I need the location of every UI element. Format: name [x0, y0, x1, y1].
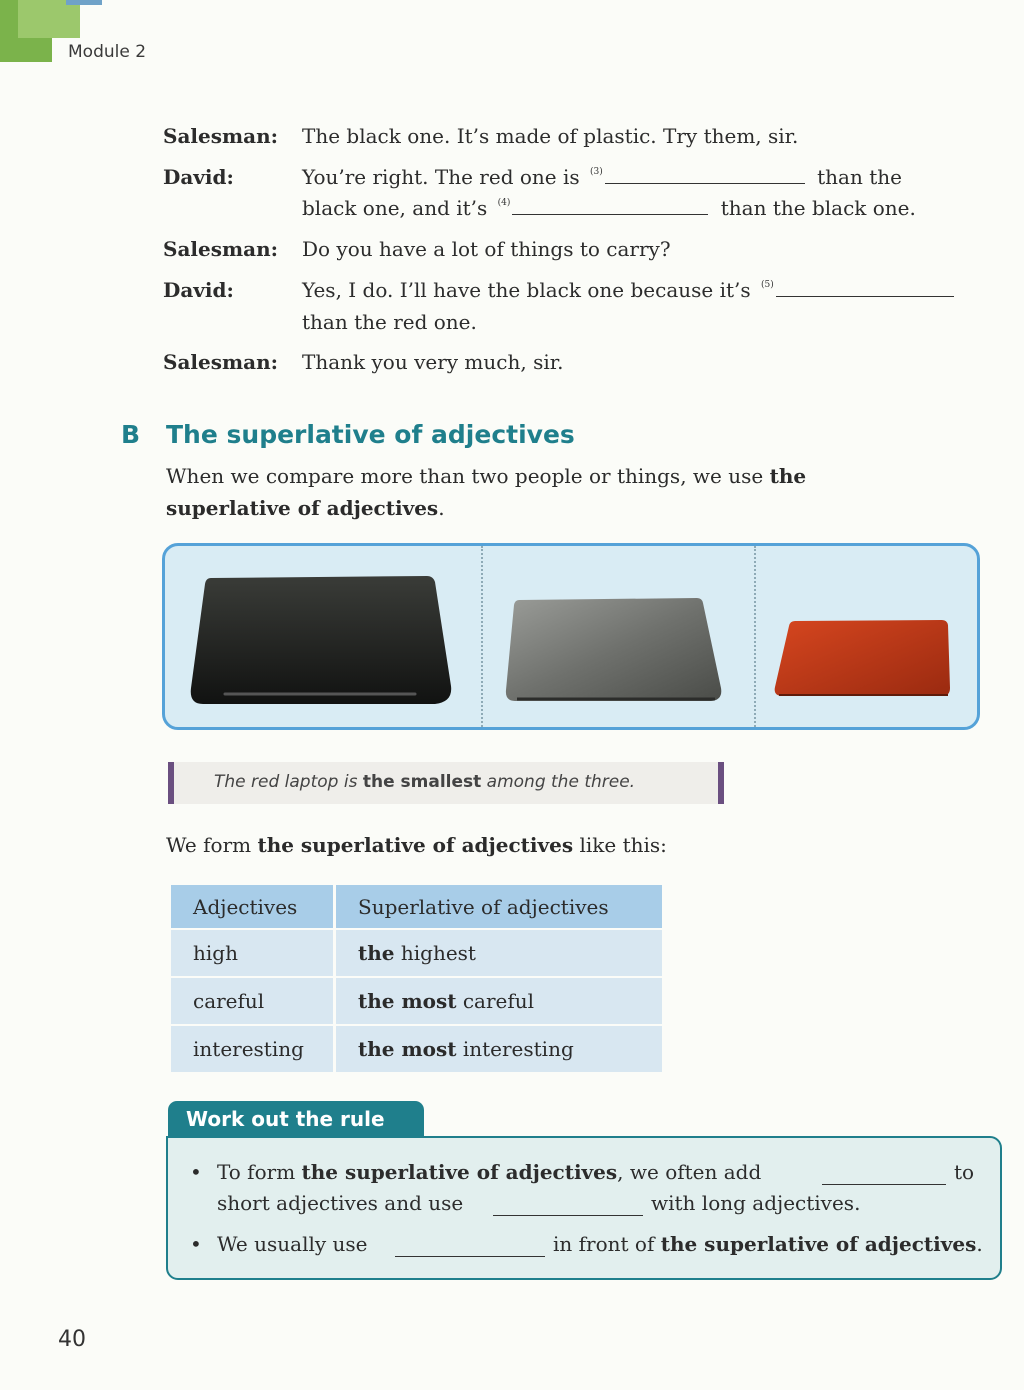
- dialogue-line: [302, 196, 916, 220]
- rule-box: [166, 1136, 1002, 1280]
- superlative-cell: [336, 930, 662, 976]
- rule-text: We usually use: [217, 1232, 368, 1256]
- answer-blank-4[interactable]: [512, 196, 708, 215]
- table-header-row: [171, 885, 662, 928]
- page-number: 40: [58, 1327, 86, 1352]
- table-row: [171, 930, 662, 976]
- module-label: Module 2: [68, 42, 147, 62]
- blank-number: (3): [590, 167, 603, 177]
- form-bold: the superlative of adjectives: [257, 833, 574, 857]
- table-row: [171, 978, 662, 1024]
- laptop-photo-panel: [162, 543, 980, 730]
- section-title: The superlative of adjectives: [166, 420, 575, 449]
- dialogue-line: [302, 165, 902, 189]
- laptops-image: [165, 546, 977, 727]
- table-row: [171, 1026, 662, 1072]
- form-text: We form: [166, 833, 252, 857]
- intro-bold: the superlative of adjectives: [166, 464, 807, 520]
- superlative-bold: the most: [358, 1037, 457, 1061]
- rule-tab: [168, 1101, 424, 1139]
- example-bold: the smallest: [362, 772, 482, 792]
- speaker: David:: [163, 278, 234, 302]
- bullet-dot: •: [190, 1232, 202, 1256]
- rule-title: Work out the rule: [186, 1107, 385, 1131]
- rule-blank-3[interactable]: [395, 1238, 545, 1257]
- superlative-bold: the most: [358, 989, 457, 1013]
- rule-bold: the superlative of adjectives: [660, 1232, 977, 1256]
- example-sentence: [214, 772, 635, 792]
- corner-decoration-blue: [66, 0, 102, 5]
- dialogue-line: [302, 278, 954, 302]
- column-header: Superlative of adjectives: [336, 885, 662, 928]
- rule-text: , we often add: [617, 1160, 762, 1184]
- answer-blank-3[interactable]: [605, 165, 805, 184]
- rule-text: to: [954, 1160, 975, 1184]
- column-header: Adjectives: [171, 885, 333, 928]
- superlative-rest: careful: [462, 989, 535, 1013]
- intro-text: When we compare more than two people or things, we use: [166, 464, 764, 488]
- line-text: than the black one.: [720, 196, 916, 220]
- speaker: Salesman:: [163, 237, 279, 261]
- dialogue-line: Thank you very much, sir.: [302, 350, 564, 374]
- adjective-cell: careful: [171, 978, 333, 1024]
- line-text: Yes, I do. I’ll have the black one because it’s: [302, 278, 751, 302]
- line-text: black one, and it’s: [302, 196, 488, 220]
- form-instruction: [166, 833, 667, 857]
- bullet-dot: •: [190, 1160, 202, 1184]
- superlative-cell: [336, 978, 662, 1024]
- superlative-table: [168, 883, 665, 1074]
- rule-text: .: [976, 1232, 983, 1256]
- superlative-rest: interesting: [462, 1037, 574, 1061]
- section-intro: [166, 460, 906, 524]
- line-text: than the: [817, 165, 902, 189]
- rule-line: [553, 1232, 983, 1256]
- speaker: Salesman:: [163, 350, 279, 374]
- form-text: like this:: [579, 833, 667, 857]
- section-letter: B: [121, 420, 141, 449]
- rule-blank-2[interactable]: [493, 1197, 643, 1216]
- blank-number: (4): [497, 198, 511, 208]
- rule-text: with long adjectives.: [651, 1191, 861, 1215]
- speaker: Salesman:: [163, 124, 279, 148]
- adjective-cell: high: [171, 930, 333, 976]
- intro-end: .: [438, 496, 445, 520]
- blank-number: (5): [761, 280, 774, 290]
- dialogue-line: than the red one.: [302, 310, 477, 334]
- rule-blank-1[interactable]: [822, 1166, 946, 1185]
- superlative-bold: the: [358, 941, 395, 965]
- rule-bold: the superlative of adjectives: [301, 1160, 618, 1184]
- line-text: You’re right. The red one is: [302, 165, 580, 189]
- answer-blank-5[interactable]: [776, 278, 954, 297]
- red-laptop: [775, 620, 950, 696]
- dialogue-line: Do you have a lot of things to carry?: [302, 237, 671, 261]
- rule-text: short adjectives and use: [217, 1191, 464, 1215]
- example-text: The red laptop is: [214, 772, 358, 792]
- speaker: David:: [163, 165, 234, 189]
- superlative-rest: highest: [400, 941, 476, 965]
- grey-laptop: [506, 598, 721, 701]
- example-text: among the three.: [486, 772, 636, 792]
- rule-text: To form: [217, 1160, 296, 1184]
- dialogue-line: The black one. It’s made of plastic. Try them, sir.: [302, 124, 799, 148]
- rule-text: in front of: [553, 1232, 655, 1256]
- adjective-cell: interesting: [171, 1026, 333, 1072]
- corner-decoration-light: [18, 0, 80, 38]
- rule-line: [217, 1160, 761, 1184]
- superlative-cell: [336, 1026, 662, 1072]
- black-laptop: [191, 576, 451, 704]
- example-sentence-box: [168, 762, 724, 804]
